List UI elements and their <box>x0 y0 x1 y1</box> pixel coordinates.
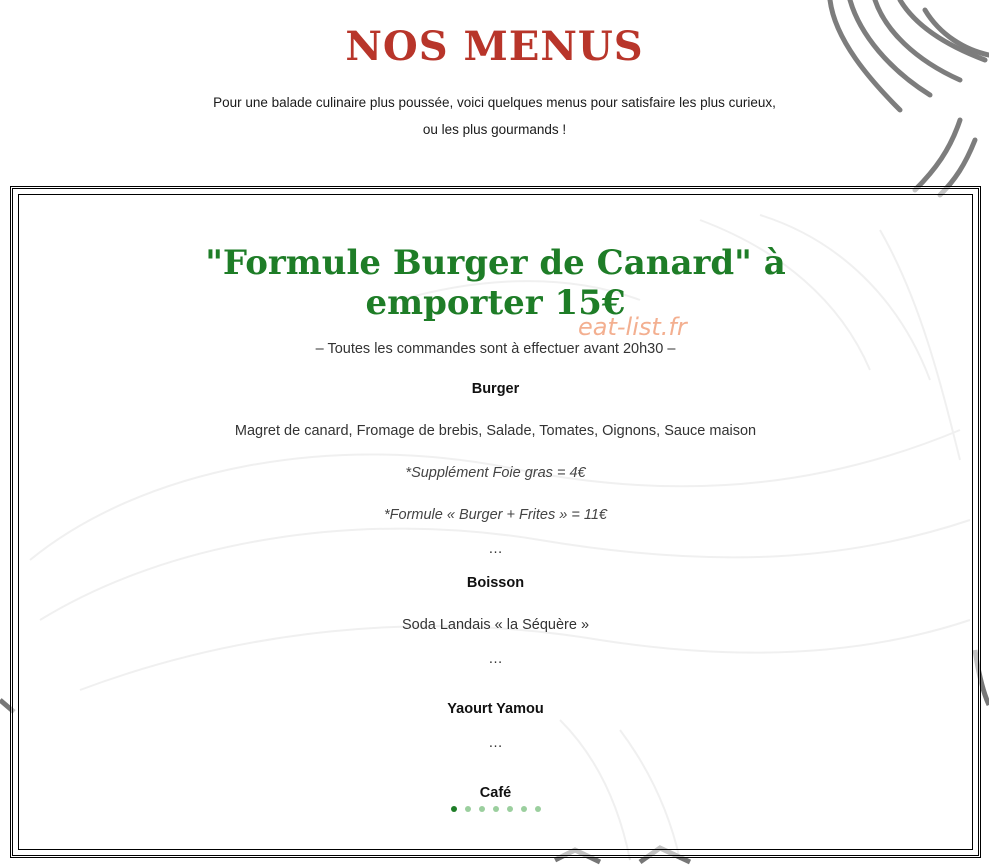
menu-section-boisson: Boisson <box>466 575 525 591</box>
page-intro <box>0 89 989 143</box>
page-intro-line-1: Pour une balade culinaire plus poussée, voici quelques menus pour satisfaire les plus curieux, <box>213 95 776 110</box>
page-title: NOS MENUS <box>345 23 644 70</box>
menu-section-yaourt: Yaourt Yamou <box>447 701 544 717</box>
menu-separator: … <box>488 651 503 667</box>
section-header <box>0 22 989 143</box>
menu-note: – Toutes les commandes sont à effectuer avant 20h30 – <box>315 341 676 357</box>
page-intro-line-2: ou les plus gourmands ! <box>422 122 567 137</box>
carousel-dot-3[interactable] <box>479 806 485 812</box>
carousel-dot-1[interactable] <box>451 806 457 812</box>
watermark: eat-list.fr <box>578 313 687 341</box>
menu-separator: … <box>488 735 503 751</box>
menu-card <box>13 189 978 855</box>
carousel-dot-4[interactable] <box>493 806 499 812</box>
menu-supplement: *Supplément Foie gras = 4€ <box>405 465 586 481</box>
menu-item-drink: Soda Landais « la Séquère » <box>401 617 590 633</box>
carousel-dot-2[interactable] <box>465 806 471 812</box>
menu-separator: … <box>488 541 503 557</box>
menu-carousel-frame <box>10 186 981 858</box>
carousel-pagination <box>13 806 978 812</box>
menu-section-burger: Burger <box>471 381 520 397</box>
carousel-dot-5[interactable] <box>507 806 513 812</box>
menu-section-cafe: Café <box>479 785 512 801</box>
carousel-dot-6[interactable] <box>521 806 527 812</box>
menu-title-line-2: emporter 15€ <box>365 283 626 323</box>
menu-title-line-1: "Formule Burger de Canard" à <box>205 243 786 283</box>
menu-item-description: Magret de canard, Fromage de brebis, Salade, Tomates, Oignons, Sauce maison <box>234 423 757 439</box>
menu-formula-option: *Formule « Burger + Frites » = 11€ <box>384 507 607 523</box>
carousel-dot-7[interactable] <box>535 806 541 812</box>
menu-title <box>13 243 978 323</box>
